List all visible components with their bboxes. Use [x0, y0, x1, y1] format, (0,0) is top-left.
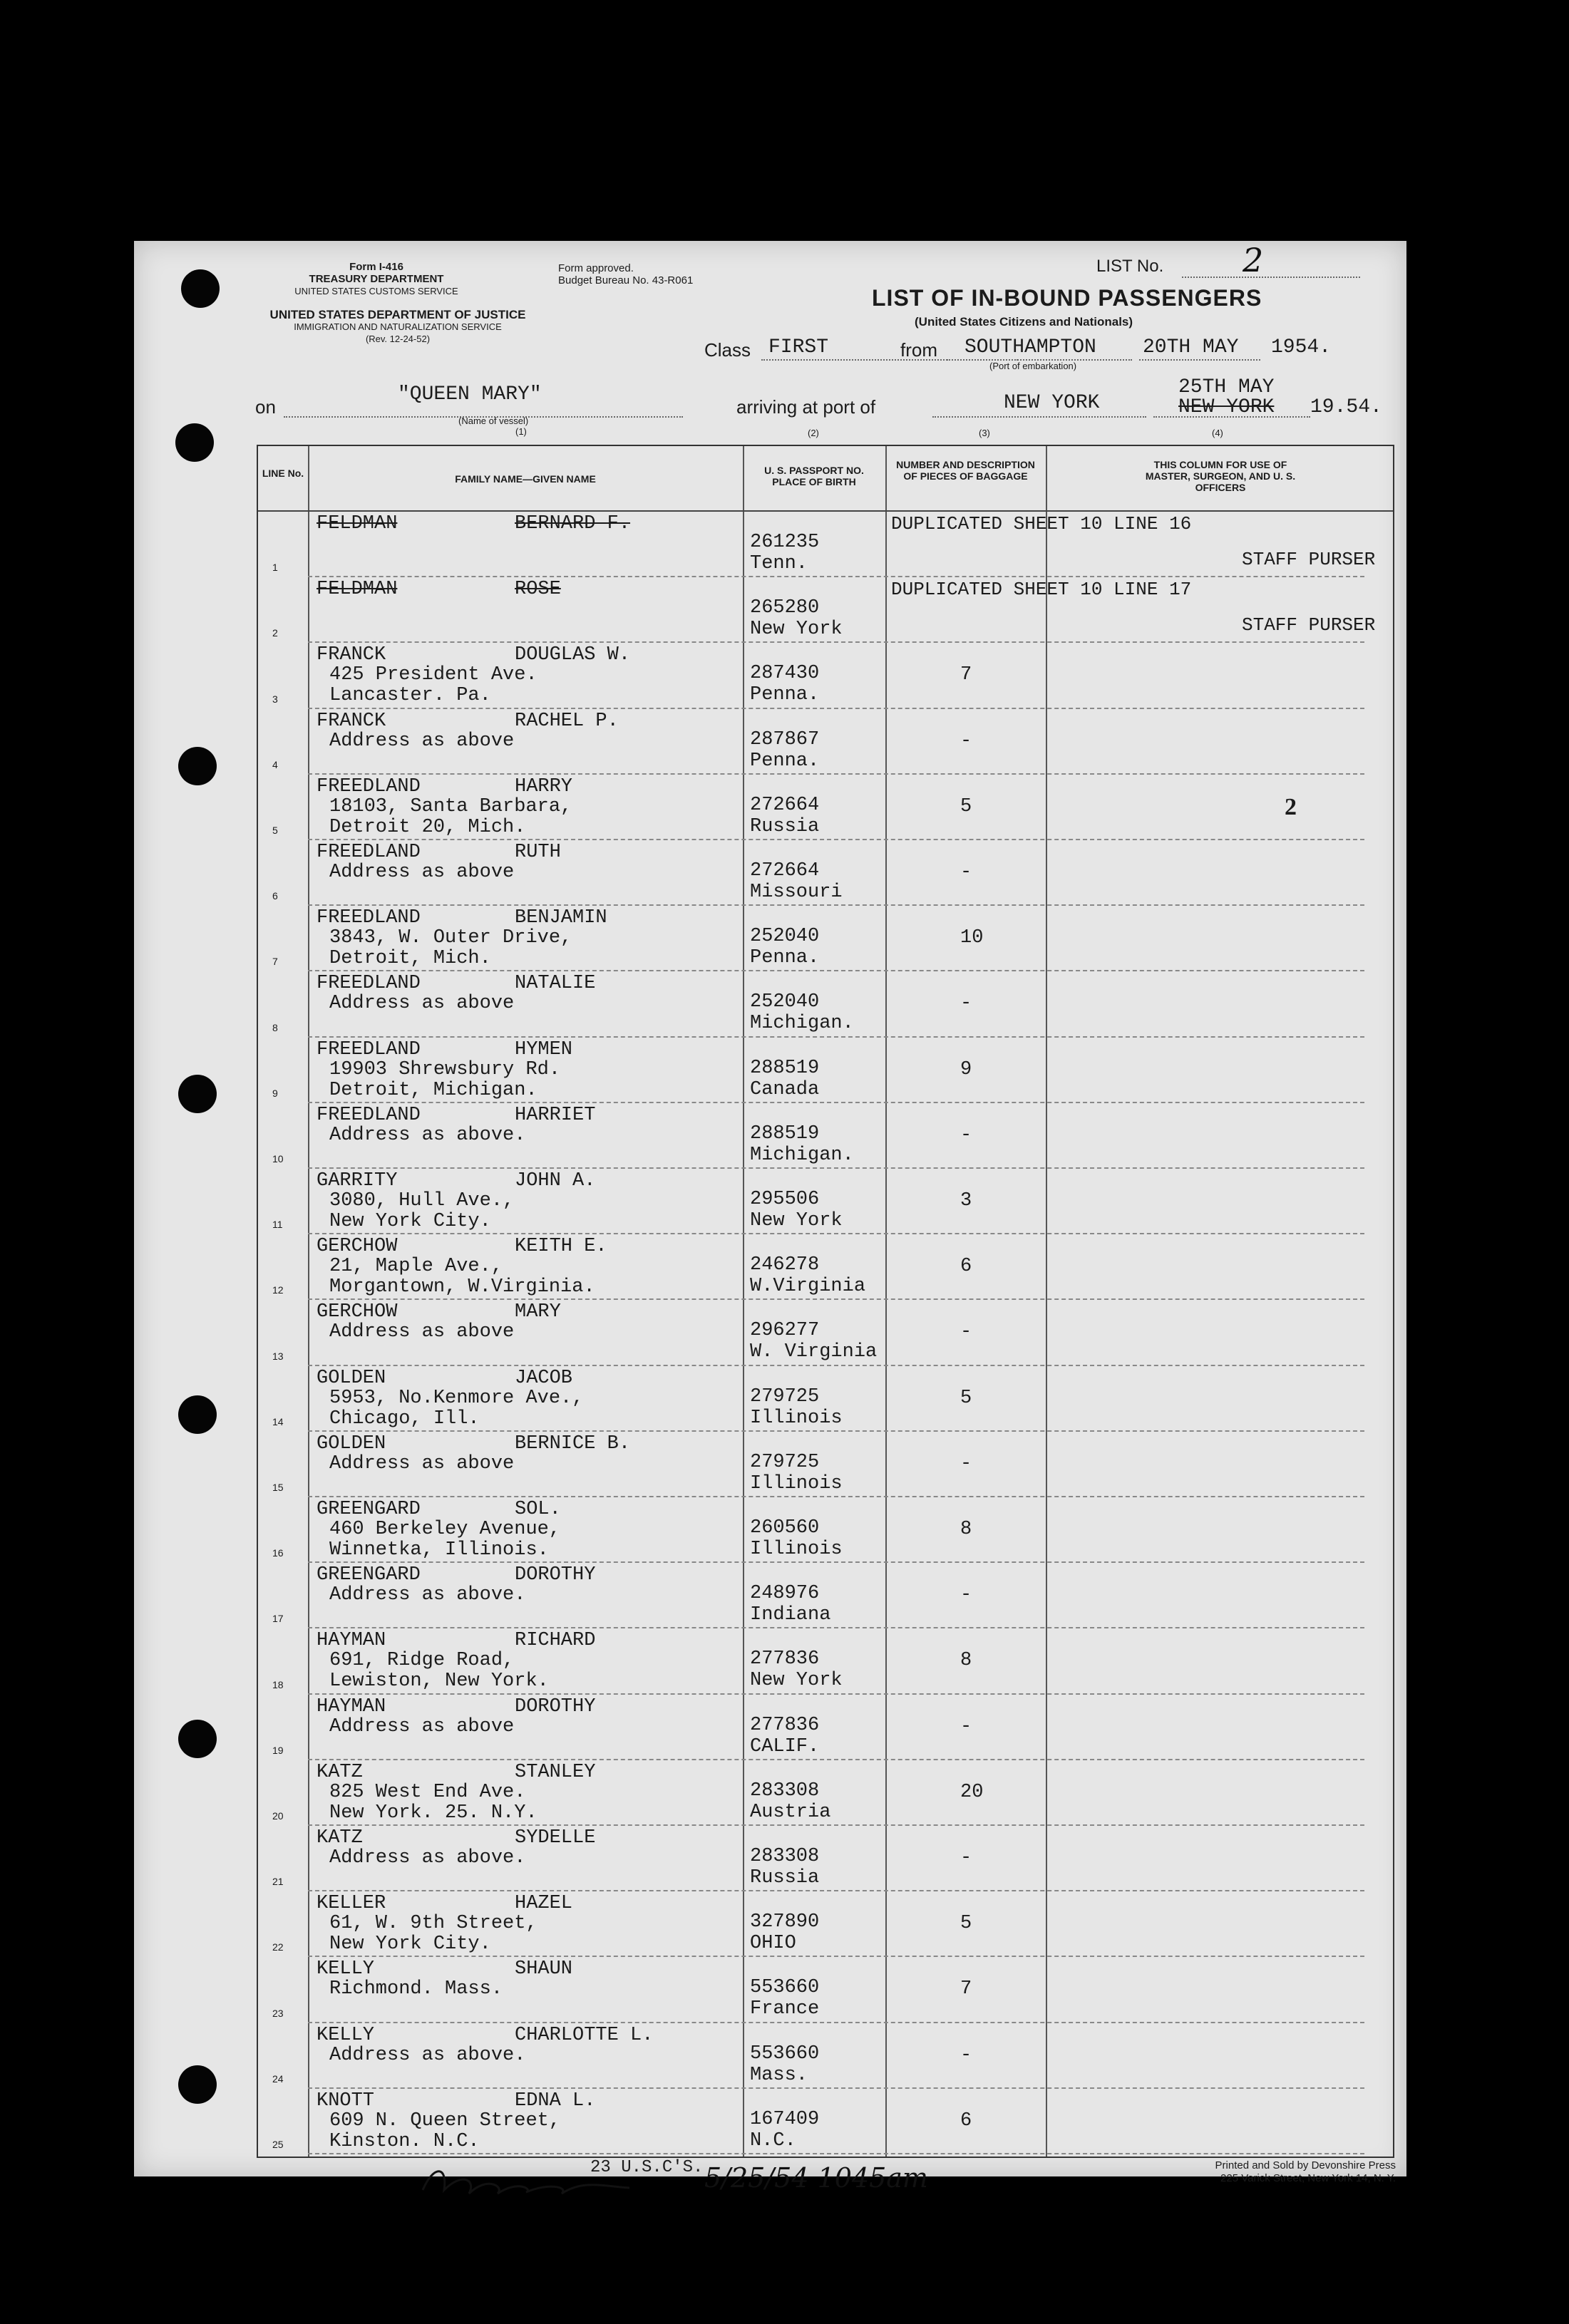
family-name: KNOTT	[317, 2090, 375, 2112]
ins-name: IMMIGRATION AND NATURALIZATION SERVICE	[294, 321, 502, 332]
address-line-1: 18103, Santa Barbara,	[329, 795, 572, 817]
form-approval-block	[558, 262, 729, 286]
manifest-sheet	[134, 241, 1406, 2194]
line-number: 8	[272, 1021, 278, 1033]
passport-number: 272664	[750, 860, 820, 882]
passport-number: 265280	[750, 597, 820, 619]
row-rule	[308, 2153, 1364, 2154]
table-row	[258, 1169, 1393, 1234]
table-row	[258, 1891, 1393, 1957]
family-name: GREENGARD	[317, 1564, 421, 1586]
table-row	[258, 1432, 1393, 1497]
passport-number: 252040	[750, 991, 820, 1013]
place-of-birth: Russia	[750, 815, 820, 837]
list-no-label: LIST No.	[1096, 257, 1164, 276]
family-name: KATZ	[317, 1827, 363, 1849]
family-name: GREENGARD	[317, 1499, 421, 1520]
line-number: 24	[272, 2072, 284, 2085]
baggage-count: 5	[960, 1913, 972, 1935]
line-number: 3	[272, 693, 278, 705]
line-number: 12	[272, 1284, 284, 1296]
family-name: HAYMAN	[317, 1630, 386, 1652]
passport-number: 252040	[750, 926, 820, 948]
family-name: FRANCK	[317, 710, 386, 732]
passport-number: 296277	[750, 1320, 820, 1342]
given-name: RICHARD	[515, 1630, 596, 1652]
address-line-1: Address as above	[329, 862, 515, 883]
passport-number: 279725	[750, 1385, 820, 1408]
table-row	[258, 577, 1393, 643]
from-label: from	[900, 339, 937, 361]
baggage-count: -	[960, 2044, 972, 2066]
line-number: 20	[272, 1809, 284, 1822]
family-name: GERCHOW	[317, 1301, 398, 1323]
address-line-2: New York. 25. N.Y.	[329, 1802, 537, 1824]
address-line-1: 425 President Ave.	[329, 664, 537, 686]
col-num-2: (2)	[808, 428, 819, 438]
address-line-1: 21, Maple Ave.,	[329, 1256, 503, 1278]
header-officers: THIS COLUMN FOR USE OF MASTER, SURGEON, AND U. S. OFFICERS	[1145, 459, 1296, 493]
header-passport: U. S. PASSPORT NO. PLACE OF BIRTH	[764, 465, 864, 487]
form-number: Form I-416	[349, 261, 403, 273]
table-row	[258, 512, 1393, 577]
passport-number: 287867	[750, 728, 820, 750]
place-of-birth: W.Virginia	[750, 1276, 866, 1298]
vessel-name: "QUEEN MARY"	[398, 383, 542, 406]
address-line-2: Lancaster. Pa.	[329, 685, 491, 707]
list-no-value: 2	[1243, 241, 1264, 279]
baggage-count: -	[960, 730, 972, 752]
address-line-2: Kinston. N.C.	[329, 2130, 480, 2152]
table-row	[258, 709, 1393, 775]
arrival-date: 25TH MAY	[1178, 376, 1275, 398]
address-line-1: 691, Ridge Road,	[329, 1650, 515, 1672]
address-line-2: Morgantown, W.Virginia.	[329, 1276, 595, 1298]
address-line-1: 61, W. 9th Street,	[329, 1913, 537, 1935]
place-of-birth: W. Virginia	[750, 1341, 878, 1363]
place-of-birth: Missouri	[750, 882, 843, 903]
embark-note: (Port of embarkation)	[989, 361, 1077, 371]
place-of-birth: New York	[750, 619, 843, 641]
baggage-count: -	[960, 1584, 972, 1606]
table-row	[258, 1103, 1393, 1169]
table-row	[258, 1628, 1393, 1694]
punch-hole	[178, 747, 217, 785]
table-row	[258, 1300, 1393, 1365]
given-name: KEITH E.	[515, 1236, 607, 1258]
address-line-2: New York City.	[329, 1933, 491, 1956]
address-line-1: 825 West End Ave.	[329, 1781, 526, 1803]
passport-number: 272664	[750, 794, 820, 816]
departure-date: 20TH MAY	[1143, 336, 1239, 358]
page-subtitle: (United States Citizens and Nationals)	[915, 315, 1133, 329]
given-name: BENJAMIN	[515, 907, 607, 929]
baggage-count: -	[960, 1321, 972, 1343]
line-number: 17	[272, 1613, 284, 1625]
family-name: FRANCK	[317, 644, 386, 666]
place-of-birth: OHIO	[750, 1933, 796, 1955]
passport-number: 288519	[750, 1122, 820, 1145]
table-row	[258, 1760, 1393, 1826]
passport-number: 248976	[750, 1583, 820, 1605]
officer-note: 2	[1285, 793, 1297, 820]
baggage-note: DUPLICATED SHEET 10 LINE 16	[891, 513, 1192, 534]
printer-credit	[1025, 2159, 1396, 2185]
table-row	[258, 840, 1393, 906]
family-name: GARRITY	[317, 1170, 398, 1192]
given-name: RUTH	[515, 842, 561, 863]
address-line-1: Address as above.	[329, 1847, 526, 1869]
punch-hole	[178, 1075, 217, 1113]
line-number: 23	[272, 2007, 284, 2019]
line-number: 2	[272, 627, 278, 639]
baggage-count: 20	[960, 1781, 984, 1803]
given-name: STANLEY	[515, 1761, 596, 1783]
given-name: SHAUN	[515, 1958, 573, 1980]
passport-number: 279725	[750, 1451, 820, 1473]
arrival-line	[1153, 416, 1310, 418]
place-of-birth: Mass.	[750, 2064, 808, 2086]
budget-bureau: Budget Bureau No. 43-R061	[558, 274, 694, 286]
line-number: 25	[272, 2138, 284, 2150]
place-of-birth: Canada	[750, 1078, 820, 1100]
line-number: 1	[272, 562, 278, 574]
passport-number: 295506	[750, 1189, 820, 1210]
given-name: HARRIET	[515, 1104, 596, 1126]
table-row	[258, 1038, 1393, 1103]
table-row	[258, 1957, 1393, 2023]
family-name: KELLY	[317, 2024, 375, 2046]
departure-line	[1139, 359, 1260, 361]
baggage-count: 8	[960, 1519, 972, 1540]
baggage-count: -	[960, 993, 972, 1015]
place-of-birth: France	[750, 1998, 820, 2020]
address-line-1: Address as above	[329, 993, 515, 1015]
address-line-1: 3843, W. Outer Drive,	[329, 927, 572, 949]
baggage-count: -	[960, 1847, 972, 1869]
passport-number: 287430	[750, 663, 820, 685]
port-line	[932, 416, 1146, 418]
arriving-label: arriving at port of	[736, 396, 876, 418]
address-line-2: Detroit, Mich.	[329, 948, 491, 970]
given-name: DOUGLAS W.	[515, 644, 631, 666]
bottom-stamp: 23 U.S.C'S.	[590, 2158, 704, 2177]
table-row	[258, 643, 1393, 708]
officer-note: STAFF PURSER	[1242, 614, 1376, 636]
family-name: FREEDLAND	[317, 1038, 421, 1060]
table-row	[258, 1563, 1393, 1628]
given-name: JACOB	[515, 1367, 573, 1389]
printer-line-2: 225 Varick Street, New York 14, N. Y.	[1220, 2172, 1396, 2184]
given-name: CHARLOTTE L.	[515, 2024, 654, 2046]
given-name: RACHEL P.	[515, 710, 619, 732]
address-line-2: New York City.	[329, 1211, 491, 1232]
line-number: 4	[272, 758, 278, 770]
officer-note: STAFF PURSER	[1242, 549, 1376, 570]
baggage-count: 8	[960, 1650, 972, 1672]
from-value: SOUTHAMPTON	[964, 336, 1096, 358]
header-line-no: LINE No.	[262, 468, 304, 479]
dept-name: TREASURY DEPARTMENT	[309, 273, 444, 285]
address-line-1: Address as above.	[329, 1124, 526, 1146]
table-row	[258, 1497, 1393, 1563]
address-line-1: Address as above	[329, 1452, 515, 1475]
passport-number: 277836	[750, 1648, 820, 1670]
line-number: 5	[272, 824, 278, 836]
class-value: FIRST	[768, 336, 829, 358]
family-name: FREEDLAND	[317, 842, 421, 863]
given-name: ROSE	[515, 579, 561, 601]
place-of-birth: CALIF.	[750, 1735, 820, 1757]
list-no-line	[1182, 277, 1360, 278]
address-line-1: Address as above	[329, 730, 515, 752]
punch-hole	[178, 1395, 217, 1434]
customs-name: UNITED STATES CUSTOMS SERVICE	[294, 286, 458, 296]
class-label: Class	[704, 339, 751, 361]
family-name: GOLDEN	[317, 1367, 386, 1389]
table-row	[258, 2089, 1393, 2154]
printer-line-1: Printed and Sold by Devonshire Press	[1215, 2159, 1396, 2171]
family-name: KELLER	[317, 1893, 386, 1915]
table-row	[258, 1826, 1393, 1891]
place-of-birth: Illinois	[750, 1539, 843, 1560]
address-line-2: Detroit 20, Mich.	[329, 816, 526, 838]
baggage-count: 6	[960, 2109, 972, 2132]
family-name: GERCHOW	[317, 1236, 398, 1258]
given-name: HYMEN	[515, 1038, 573, 1060]
baggage-note: DUPLICATED SHEET 10 LINE 17	[891, 579, 1192, 601]
punch-hole	[181, 269, 220, 308]
line-number: 18	[272, 1678, 284, 1690]
line-number: 22	[272, 1941, 284, 1953]
place-of-birth: Russia	[750, 1867, 820, 1889]
place-of-birth: Illinois	[750, 1472, 843, 1494]
punch-hole	[178, 1720, 217, 1758]
header-name: FAMILY NAME—GIVEN NAME	[455, 473, 596, 485]
arrival-year: 19.54.	[1310, 396, 1382, 418]
justice-name: UNITED STATES DEPARTMENT OF JUSTICE	[269, 308, 526, 321]
line-number: 13	[272, 1350, 284, 1362]
passport-number: 277836	[750, 1714, 820, 1736]
address-line-2: Winnetka, Illinois.	[329, 1539, 549, 1561]
given-name: BERNARD F.	[515, 513, 631, 534]
table-row	[258, 1234, 1393, 1300]
baggage-count: 7	[960, 1978, 972, 2000]
on-label: on	[255, 396, 276, 418]
family-name: FELDMAN	[317, 513, 398, 534]
address-line-1: 609 N. Queen Street,	[329, 2109, 561, 2132]
family-name: FREEDLAND	[317, 1104, 421, 1126]
vessel-note: (Name of vessel)	[458, 415, 529, 426]
given-name: NATALIE	[515, 973, 596, 995]
given-name: SYDELLE	[515, 1827, 596, 1849]
baggage-count: 7	[960, 664, 972, 686]
table-row	[258, 906, 1393, 971]
family-name: GOLDEN	[317, 1432, 386, 1455]
address-line-1: 5953, No.Kenmore Ave.,	[329, 1387, 584, 1409]
departure-year: 1954.	[1271, 336, 1332, 358]
passport-number: 283308	[750, 1780, 820, 1802]
address-line-2: Lewiston, New York.	[329, 1670, 549, 1693]
form-agency-block	[248, 261, 505, 297]
table-row	[258, 1695, 1393, 1760]
line-number: 14	[272, 1415, 284, 1427]
place-of-birth: Indiana	[750, 1604, 831, 1626]
form-approved: Form approved.	[558, 262, 634, 274]
family-name: KATZ	[317, 1761, 363, 1783]
baggage-count: 9	[960, 1058, 972, 1080]
line-number: 21	[272, 1876, 284, 1888]
given-name: BERNICE B.	[515, 1432, 631, 1455]
place-of-birth: N.C.	[750, 2129, 796, 2152]
table-row	[258, 1366, 1393, 1432]
passport-number: 246278	[750, 1254, 820, 1276]
given-name: DOROTHY	[515, 1695, 596, 1718]
punch-hole	[175, 423, 214, 462]
handwritten-note: 5/25/54 1045am	[704, 2162, 928, 2194]
family-name: KELLY	[317, 1958, 375, 1980]
place-of-birth: Michigan.	[750, 1144, 854, 1166]
place-of-birth: Austria	[750, 1801, 831, 1823]
line-number: 16	[272, 1547, 284, 1559]
address-line-1: 3080, Hull Ave.,	[329, 1190, 515, 1212]
form-revision: (Rev. 12-24-52)	[365, 334, 431, 344]
place-of-birth: New York	[750, 1210, 843, 1231]
line-number: 15	[272, 1481, 284, 1493]
given-name: HARRY	[515, 775, 573, 797]
family-name: FELDMAN	[317, 579, 398, 601]
given-name: SOL.	[515, 1499, 561, 1520]
passport-number: 260560	[750, 1517, 820, 1539]
place-of-birth: New York	[750, 1670, 843, 1692]
passport-number: 288519	[750, 1057, 820, 1079]
justice-block	[248, 309, 547, 345]
col-num-4: (4)	[1212, 428, 1223, 438]
punch-hole	[178, 2065, 217, 2104]
given-name: MARY	[515, 1301, 561, 1323]
place-of-birth: Illinois	[750, 1407, 843, 1429]
given-name: JOHN A.	[515, 1170, 596, 1192]
col-num-1: (1)	[515, 426, 527, 437]
baggage-count: -	[960, 862, 972, 883]
baggage-count: -	[960, 1715, 972, 1737]
place-of-birth: Tenn.	[750, 553, 808, 574]
given-name: DOROTHY	[515, 1564, 596, 1586]
passport-number: 327890	[750, 1911, 820, 1933]
family-name: HAYMAN	[317, 1695, 386, 1718]
place-of-birth: Penna.	[750, 684, 820, 706]
line-number: 9	[272, 1087, 278, 1099]
given-name: HAZEL	[515, 1893, 573, 1915]
passport-number: 167409	[750, 2108, 820, 2130]
passport-number: 283308	[750, 1846, 820, 1867]
line-number: 7	[272, 956, 278, 968]
address-line-2: Detroit, Michigan.	[329, 1079, 537, 1101]
line-number: 6	[272, 890, 278, 902]
address-line-1: 460 Berkeley Avenue,	[329, 1519, 561, 1540]
baggage-count: 3	[960, 1190, 972, 1212]
baggage-count: 5	[960, 795, 972, 817]
family-name: FREEDLAND	[317, 775, 421, 797]
line-number: 10	[272, 1152, 284, 1164]
page-title: LIST OF IN-BOUND PASSENGERS	[872, 285, 1262, 311]
passenger-table	[257, 445, 1394, 2158]
baggage-count: 5	[960, 1387, 972, 1409]
table-row	[258, 971, 1393, 1037]
place-of-birth: Michigan.	[750, 1013, 854, 1035]
table-row	[258, 775, 1393, 840]
address-line-2: Chicago, Ill.	[329, 1408, 480, 1430]
given-name: EDNA L.	[515, 2090, 596, 2112]
arrival-date-struck: NEW YORK	[1178, 396, 1275, 418]
line-number: 19	[272, 1744, 284, 1756]
handwritten-signature	[419, 2158, 633, 2201]
baggage-count: 6	[960, 1256, 972, 1278]
header-baggage: NUMBER AND DESCRIPTION OF PIECES OF BAGGAGE	[896, 459, 1035, 482]
place-of-birth: Penna.	[750, 947, 820, 969]
family-name: FREEDLAND	[317, 973, 421, 995]
address-line-1: Address as above.	[329, 1584, 526, 1606]
passport-number: 261235	[750, 532, 820, 553]
arrival-port: NEW YORK	[1004, 392, 1100, 414]
address-line-1: 19903 Shrewsbury Rd.	[329, 1058, 561, 1080]
address-line-1: Richmond. Mass.	[329, 1978, 503, 2000]
baggage-count: -	[960, 1124, 972, 1146]
address-line-1: Address as above	[329, 1715, 515, 1737]
baggage-count: -	[960, 1452, 972, 1475]
col-num-3: (3)	[979, 428, 990, 438]
family-name: FREEDLAND	[317, 907, 421, 929]
address-line-1: Address as above.	[329, 2044, 526, 2066]
passport-number: 553660	[750, 1977, 820, 1999]
line-number: 11	[272, 1219, 283, 1231]
address-line-1: Address as above	[329, 1321, 515, 1343]
table-row	[258, 2023, 1393, 2089]
baggage-count: 10	[960, 927, 984, 949]
passport-number: 553660	[750, 2042, 820, 2065]
place-of-birth: Penna.	[750, 750, 820, 772]
